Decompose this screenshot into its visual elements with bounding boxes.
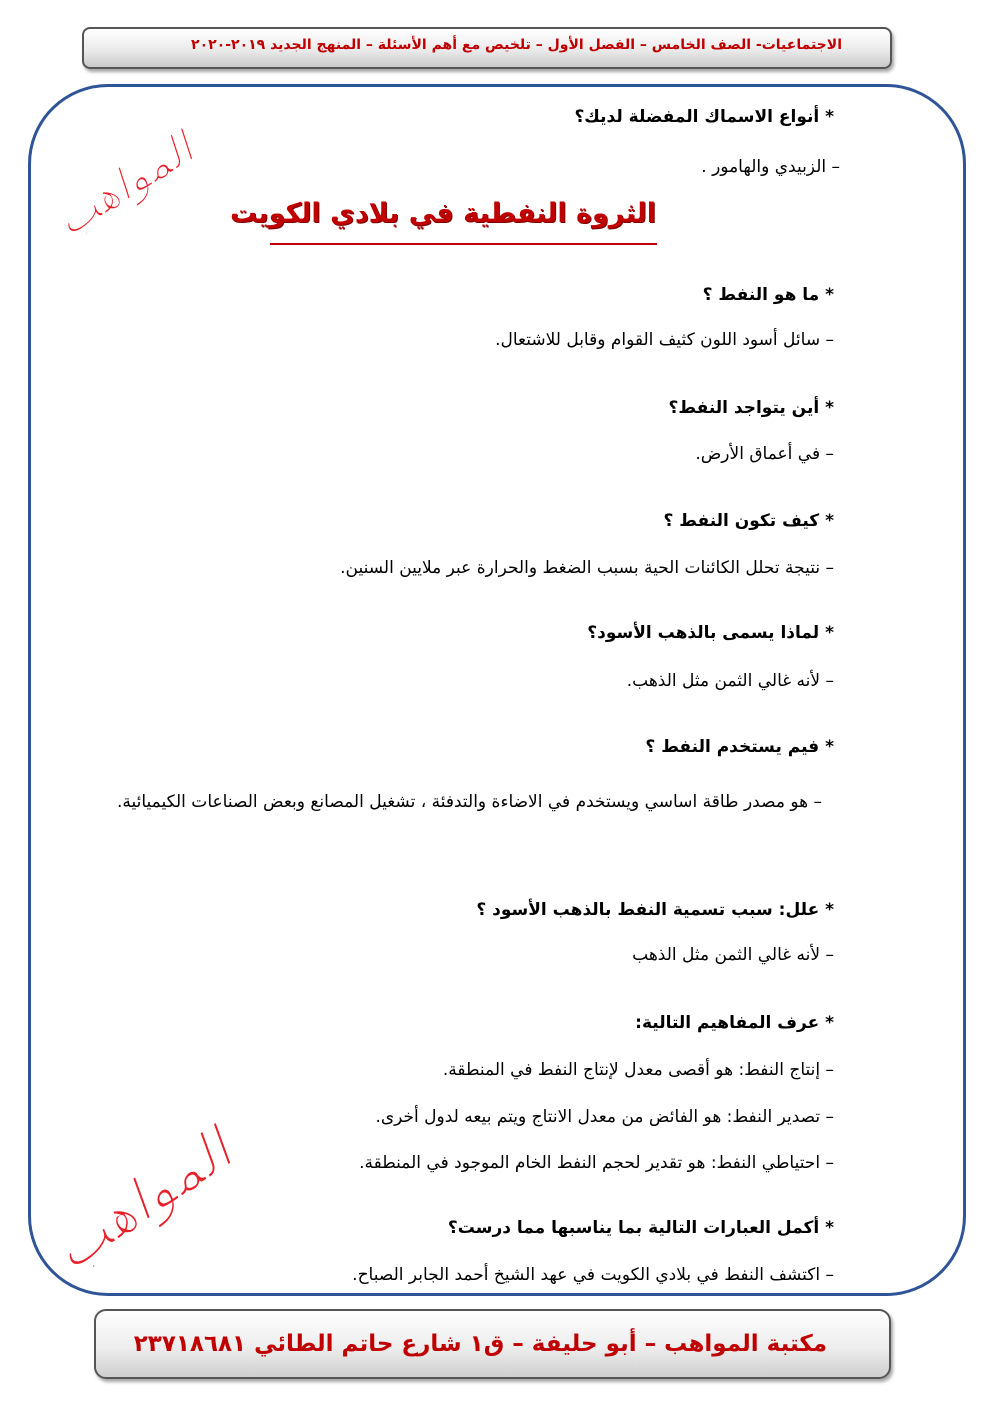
definition-item: – إنتاج النفط: هو أقصى معدل لإنتاج النفط في المنطقة. — [442, 1060, 834, 1080]
question-3: * كيف تكون النفط ؟ — [663, 511, 834, 531]
footer-address: مكتبة المواهب – أبو حليفة – ق١ شارع حاتم الطائي ٢٣٧١٨٦٨١ — [133, 1331, 827, 1357]
question-4: * لماذا يسمى بالذهب الأسود؟ — [587, 623, 834, 643]
complete-answer: – اكتشف النفط في بلادي الكويت في عهد الشيخ أحمد الجابر الصباح. — [352, 1265, 834, 1285]
title-underline — [270, 243, 657, 245]
question-5: * فيم يستخدم النفط ؟ — [645, 737, 834, 757]
intro-answer: – الزبيدي والهامور . — [701, 157, 840, 177]
complete-question: * أكمل العبارات التالية بما يناسبها مما درست؟ — [447, 1218, 834, 1238]
definitions-question: * عرف المفاهيم التالية: — [635, 1013, 834, 1033]
answer-4: – لأنه غالي الثمن مثل الذهب. — [626, 671, 834, 691]
definition-item: – تصدير النفط: هو الفائض من معدل الانتاج ويتم بيعه لدول أخرى. — [375, 1107, 834, 1127]
answer-1: – سائل أسود اللون كثيف القوام وقابل للاشتعال. — [495, 330, 834, 350]
page-title: الثروة النفطية في بلادي الكويت — [229, 198, 656, 229]
question-2: * أين يتواجد النفط؟ — [668, 398, 834, 418]
logo-text-bottom: المواهب — [39, 1115, 245, 1285]
intro-question: * أنواع الاسماك المفضلة لديك؟ — [574, 107, 834, 127]
answer-5: – هو مصدر طاقة اساسي ويستخدم في الاضاءة والتدفئة ، تشغيل المصانع وبعض الصناعات الكيميائية. — [116, 792, 822, 812]
question-1: * ما هو النفط ؟ — [702, 285, 834, 305]
logo-text-top: المواهب — [46, 122, 204, 247]
answer-3: – نتيجة تحلل الكائنات الحية بسبب الضغط والحرارة عبر ملايين السنين. — [340, 558, 834, 578]
header-title: الاجتماعيات- الصف الخامس – الفصل الأول – تلخيص مع أهم الأسئلة – المنهج الجديد ٢٠١٩-٢٠٢٠ — [191, 37, 842, 53]
logo-watermark-bottom — [22, 1110, 262, 1290]
answer-2: – في أعماق الأرض. — [695, 444, 834, 464]
header-banner — [82, 27, 892, 69]
question-6: * علل: سبب تسمية النفط بالذهب الأسود ؟ — [476, 900, 834, 920]
definition-item: – احتياطي النفط: هو تقدير لحجم النفط الخام الموجود في المنطقة. — [359, 1153, 834, 1173]
answer-6: – لأنه غالي الثمن مثل الذهب — [632, 945, 834, 965]
logo-watermark-top — [28, 112, 218, 252]
footer-banner — [94, 1309, 891, 1379]
